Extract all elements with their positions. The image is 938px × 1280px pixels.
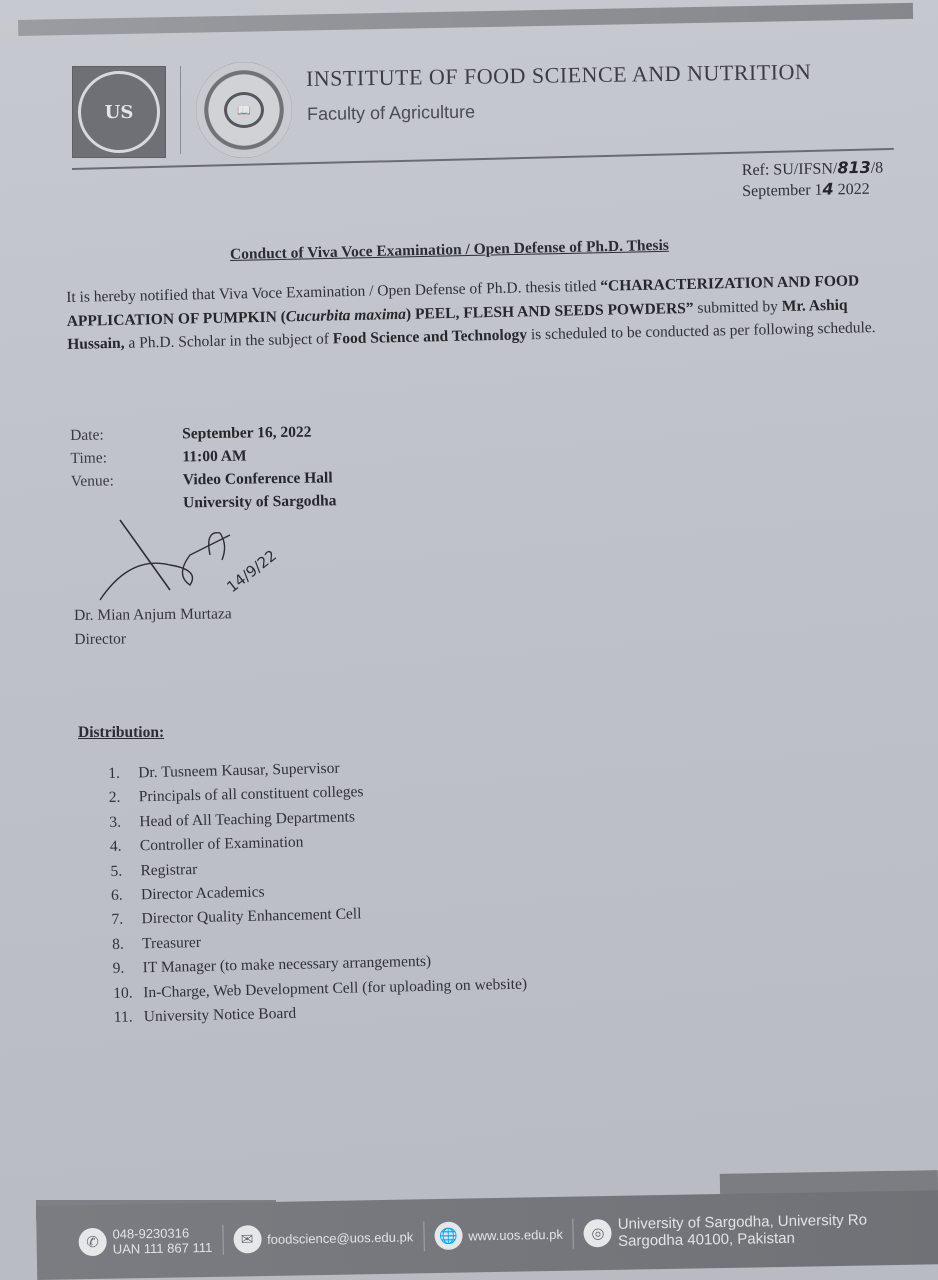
- list-item: 11. University Notice Board: [113, 1004, 297, 1026]
- globe-icon: 🌐: [434, 1222, 462, 1250]
- letter-subject: Conduct of Viva Voce Examination / Open Defense of Ph.D. Thesis: [229, 236, 669, 263]
- list-item: 1. Dr. Tusneem Kausar, Supervisor: [108, 759, 340, 782]
- university-logo-text: US: [104, 101, 134, 123]
- faculty-name: Faculty of Agriculture: [306, 101, 476, 124]
- reference-number: Ref: SU/IFSN/813/8: [741, 157, 884, 180]
- list-item: 4. Controller of Examination: [109, 833, 304, 856]
- list-item: 9. IT Manager (to make necessary arrangements): [112, 952, 432, 978]
- thesis-title: “CHARACTERIZATION AND FOOD APPLICATION OF PUMPKIN (Cucurbita maxima) PEEL, FLESH AND SEEDS POWDERS”: [66, 272, 860, 330]
- footer-website: 🌐 www.uos.edu.pk: [434, 1220, 563, 1250]
- signatory-title: Director: [74, 630, 127, 648]
- footer-email: ✉ foodscience@uos.edu.pk: [233, 1222, 414, 1253]
- distribution-list: [108, 753, 528, 1031]
- list-item: 8. Treasurer: [111, 933, 202, 953]
- logo-divider: [180, 66, 181, 154]
- venue-label: Venue:: [70, 472, 114, 490]
- signatory-name: Dr. Mian Anjum Murtaza: [74, 605, 232, 624]
- scholar-name: Mr. Ashiq Hussain,: [67, 296, 848, 353]
- date-label: Date:: [70, 426, 104, 444]
- notice-body: It is hereby notified that Viva Voce Examination / Open Defense of Ph.D. thesis titled “CHARACTERIZATION AND FOOD APPLICATION OF PUMPKIN (Cucurbita maxima) PEEL, FLESH AND SEEDS POWDERS” submitted by Mr. Ashiq Hussain, a Ph.D. Scholar in the subject of Food Science and Technology is scheduled to be conducted as per following schedule.: [66, 272, 876, 353]
- svg-text:14/9/22: 14/9/22: [223, 546, 281, 597]
- date-value: September 16, 2022: [182, 423, 312, 443]
- footer-phone: ✆ 048-9230316 UAN 111 867 111: [78, 1225, 212, 1257]
- reference-block: [742, 158, 884, 202]
- book-icon: 📖: [224, 92, 264, 128]
- top-decorative-band: [18, 3, 913, 36]
- footer-divider: [573, 1219, 575, 1249]
- venue-line-2: University of Sargodha: [182, 492, 337, 512]
- signature: [90, 515, 300, 605]
- institute-seal-logo: [196, 62, 292, 158]
- list-item: 7. Director Quality Enhancement Cell: [111, 905, 362, 929]
- mail-icon: ✉: [233, 1225, 261, 1253]
- distribution-title: Distribution:: [78, 724, 165, 741]
- list-item: 10. In-Charge, Web Development Cell (for uploading on website): [113, 975, 528, 1002]
- time-label: Time:: [70, 449, 108, 467]
- footer-divider: [423, 1221, 425, 1251]
- institute-name: INSTITUTE OF FOOD SCIENCE AND NUTRITION: [305, 58, 812, 91]
- signatory-block: [74, 602, 232, 652]
- list-item: 2. Principals of all constituent colleges: [108, 783, 364, 807]
- university-logo: [72, 66, 166, 158]
- venue-line-1: Video Conference Hall: [182, 469, 333, 489]
- footer-address: ◎ University of Sargodha, University Ro Sargodha 40100, Pakistan: [584, 1212, 868, 1251]
- letter-date: September 14 2022: [742, 179, 870, 200]
- list-item: 5. Registrar: [110, 860, 198, 880]
- list-item: 3. Head of All Teaching Departments: [109, 808, 356, 831]
- time-value: 11:00 AM: [182, 447, 247, 466]
- phone-icon: ✆: [78, 1228, 106, 1256]
- schedule-block: [70, 420, 337, 516]
- map-pin-icon: ◎: [584, 1219, 612, 1247]
- footer-divider: [222, 1225, 224, 1255]
- list-item: 6. Director Academics: [110, 883, 265, 904]
- subject-area: Food Science and Technology: [332, 326, 528, 348]
- contact-footer: [36, 1190, 938, 1280]
